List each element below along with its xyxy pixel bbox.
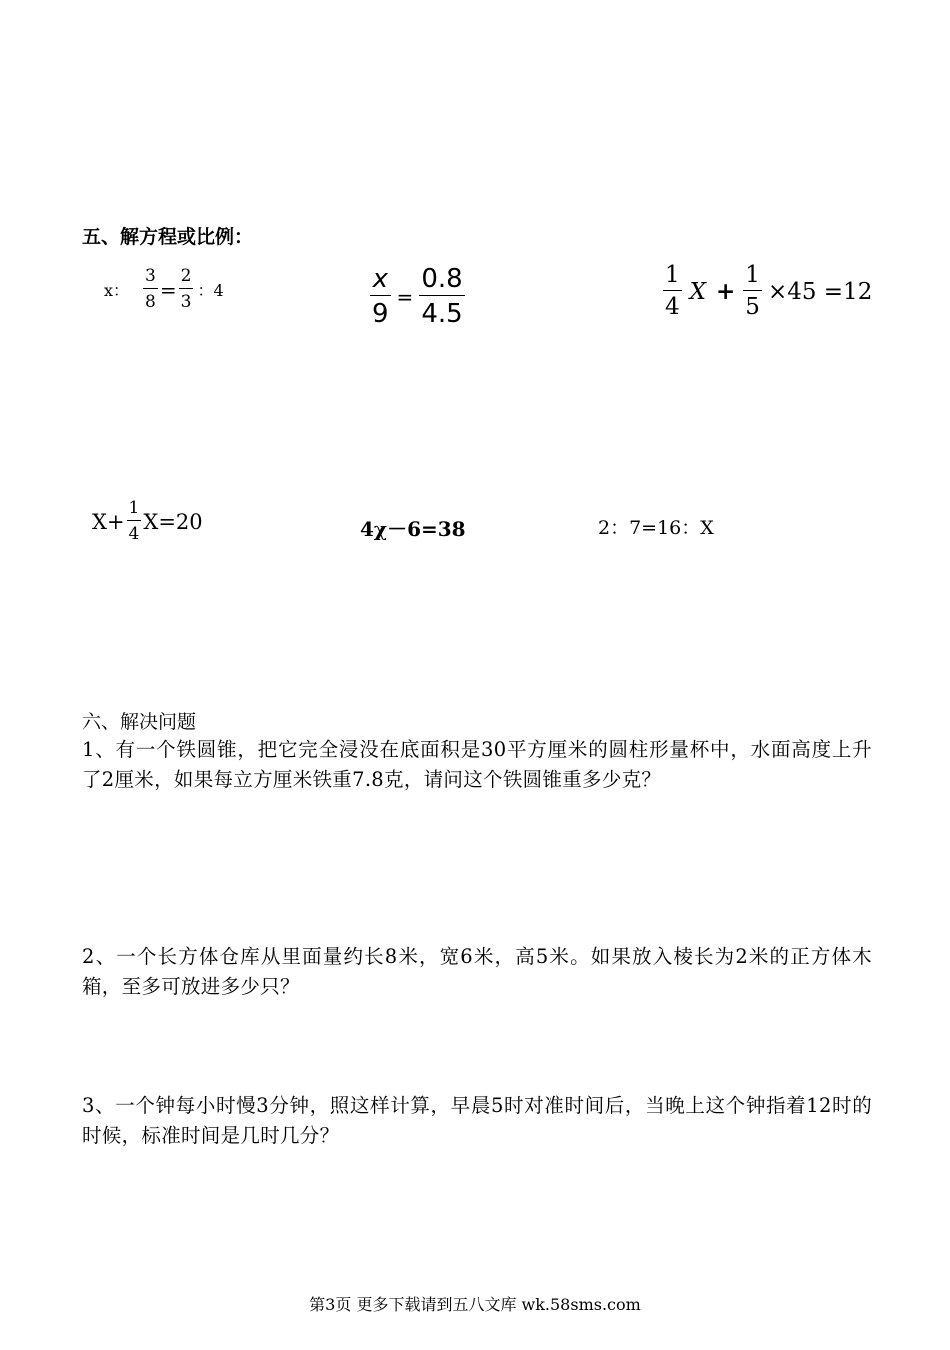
eq1-equals: = [159,277,177,302]
problem-1: 1、有一个铁圆锥，把它完全浸没在底面积是30平方厘米的圆柱形量杯中，水面高度上升了2厘米，如果每立方厘米铁重7.8克，请问这个铁圆锥重多少克？ [82,738,872,791]
eq3-fraction-1: $\frac{1}{4}$ [665,262,680,320]
equation-6: 2：7=16：X [598,517,714,539]
equation-3 [663,264,872,319]
equation-2 [370,266,465,327]
page-footer: 第3页 更多下载请到五八文库 wk.58sms.com [309,1295,641,1314]
section-6-title: 六、解决问题 [82,711,197,733]
eq2-fraction-1: $\frac{x}{9}$ [372,264,389,329]
eq4-tail: X=20 [143,509,203,534]
eq3-fraction-2: $\frac{1}{5}$ [745,262,760,320]
eq1-fraction-2: $\frac{2}{3}$ [180,266,192,312]
equation-4 [92,500,203,543]
section-5-title: 五、解方程或比例： [82,226,254,248]
problem-3: 3、一个钟每小时慢3分钟，照这样计算，早晨5时对准时间后，当晚上这个钟指着12时的时候，标准时间是几时几分？ [82,1094,872,1147]
eq1-tail: ：4 [197,281,224,300]
eq3-plus: + [716,278,736,305]
eq2-fraction-2: $\frac{0.8}{4.5}$ [421,264,463,329]
eq3-var: X [689,278,707,305]
equation-1 [104,268,224,311]
eq2-equals: = [396,284,414,309]
problem-2: 2、一个长方体仓库从里面量约长8米，宽6米，高5米。如果放入棱长为2米的正方体木箱，至多可放进多少只？ [82,945,872,998]
eq1-lhs: x： [104,281,130,300]
equation-5: 4χ－6=38 [360,517,466,541]
eq3-tail: ×45 =12 [767,278,873,305]
eq1-fraction-1: $\frac{3}{8}$ [145,266,156,312]
eq4-lhs: X+ [92,509,125,534]
eq4-fraction: $\frac{1}{4}$ [128,498,140,544]
